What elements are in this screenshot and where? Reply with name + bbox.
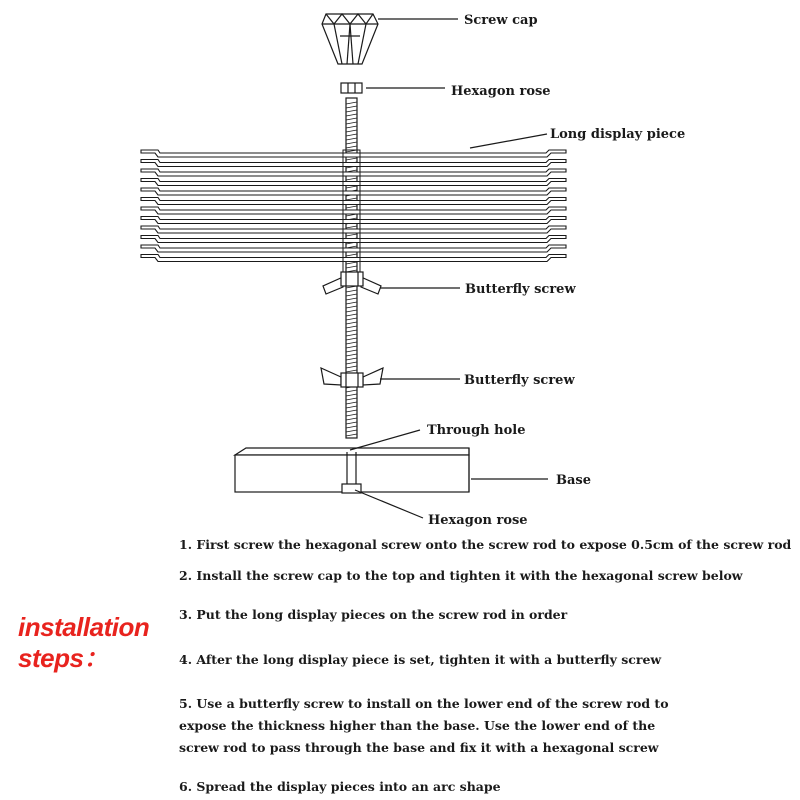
label-hexagon-rose-top: Hexagon rose [451, 84, 551, 99]
step-1: 1. First screw the hexagonal screw onto the screw rod to expose 0.5cm of the screw rod [179, 537, 792, 552]
step-5-line-2: expose the thickness higher than the base. Use the lower end of the [179, 718, 656, 733]
screw-cap [322, 14, 378, 64]
hexagon-rose-top [341, 83, 362, 93]
step-3: 3. Put the long display pieces on the screw rod in order [179, 607, 568, 622]
label-screw-cap: Screw cap [464, 13, 538, 28]
label-butterfly-screw-upper: Butterfly screw [465, 282, 576, 297]
base [235, 448, 469, 493]
heading-line-2: steps： [18, 643, 109, 673]
label-hexagon-rose-bottom: Hexagon rose [428, 513, 528, 528]
label-butterfly-screw-lower: Butterfly screw [464, 373, 575, 388]
installation-steps-heading [18, 612, 149, 674]
label-through-hole: Through hole [427, 423, 526, 438]
label-long-display-piece: Long display piece [550, 127, 686, 142]
label-base: Base [556, 473, 592, 488]
step-4: 4. After the long display piece is set, tighten it with a butterfly screw [179, 652, 662, 667]
step-5-line-3: screw rod to pass through the base and fix it with a hexagonal screw [179, 740, 659, 755]
step-5-line-1: 5. Use a butterfly screw to install on the lower end of the screw rod to [179, 696, 669, 711]
step-2: 2. Install the screw cap to the top and tighten it with the hexagonal screw below [179, 568, 743, 583]
heading-line-1: installation [18, 612, 150, 642]
step-6: 6. Spread the display pieces into an arc shape [179, 779, 501, 794]
